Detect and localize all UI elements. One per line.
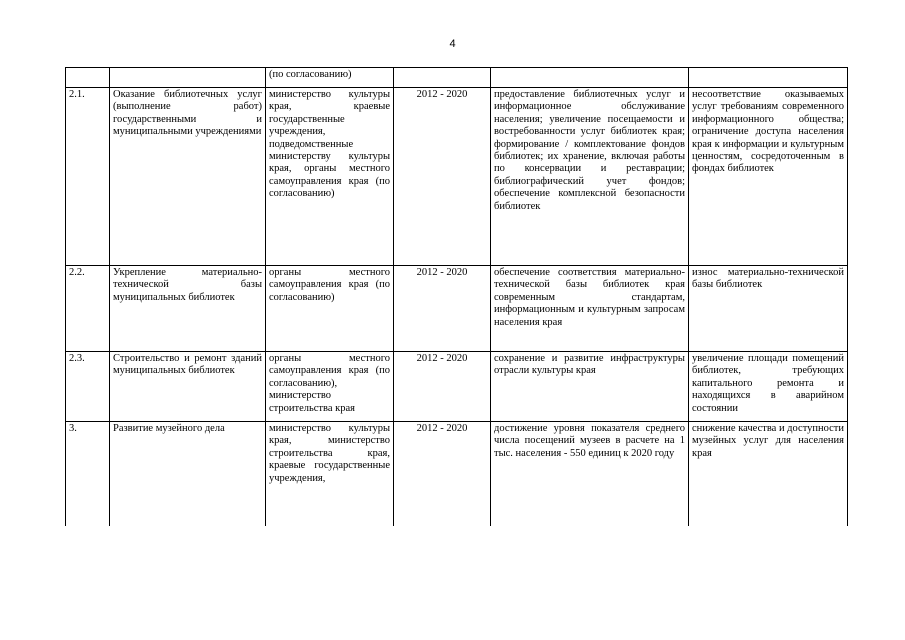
- cell-expected-result: [491, 68, 689, 88]
- measures-table: [65, 67, 848, 526]
- table-row: [66, 68, 848, 88]
- cell-consequence: несоответствие оказываемых услуг требованиям современного информационного общества; ограничение доступа населения края к информации и культурным ценностям, сосредоточенным в фондах библиотек: [689, 88, 848, 266]
- cell-consequence: увеличение площади помещений библиотек, требующих капитального ремонта и находящихся в аварийном состоянии: [689, 352, 848, 422]
- cell-executor: (по согласованию): [266, 68, 394, 88]
- cell-period: 2012 - 2020: [394, 422, 491, 527]
- table-row: [66, 266, 848, 352]
- cell-expected-result: сохранение и развитие инфраструктуры отрасли культуры края: [491, 352, 689, 422]
- cell-period: 2012 - 2020: [394, 352, 491, 422]
- cell-period: 2012 - 2020: [394, 266, 491, 352]
- cell-number: 2.3.: [66, 352, 110, 422]
- cell-executor: министерство культуры края, краевые государственные учреждения, подведомственные министерству культуры края, органы местного самоуправления края (по согласованию): [266, 88, 394, 266]
- cell-consequence: износ материально-технической базы библиотек: [689, 266, 848, 352]
- cell-measure-name: Строительство и ремонт зданий муниципальных библиотек: [110, 352, 266, 422]
- table-row: [66, 88, 848, 266]
- cell-period: 2012 - 2020: [394, 88, 491, 266]
- cell-executor: органы местного самоуправления края (по согласованию): [266, 266, 394, 352]
- page-number: 4: [449, 38, 456, 50]
- cell-measure-name: Оказание библиотечных услуг (выполнение работ) государственными и муниципальными учреждениями: [110, 88, 266, 266]
- cell-period: [394, 68, 491, 88]
- cell-measure-name: [110, 68, 266, 88]
- cell-expected-result: обеспечение соответствия материально-технической базы библиотек края современным стандартам, информационным и культурным запросам населения края: [491, 266, 689, 352]
- table-row: [66, 422, 848, 527]
- cell-number: 3.: [66, 422, 110, 527]
- cell-measure-name: Укрепление материально-технической базы муниципальных библиотек: [110, 266, 266, 352]
- cell-executor: органы местного самоуправления края (по согласованию), министерство строительства края: [266, 352, 394, 422]
- cell-consequence: [689, 68, 848, 88]
- cell-measure-name: Развитие музейного дела: [110, 422, 266, 527]
- cell-number: 2.2.: [66, 266, 110, 352]
- cell-expected-result: предоставление библиотечных услуг и информационное обслуживание населения; увеличение посещаемости и востребованности услуг библиотек края; формирование / комплектование фондов библиотек; их хранение, включая работы по консервации и реставрации; библиографический учет фондов; обеспечение комплексной безопасности библиотек: [491, 88, 689, 266]
- cell-expected-result: достижение уровня показателя среднего числа посещений музеев в расчете на 1 тыс. населения - 550 единиц к 2020 году: [491, 422, 689, 527]
- cell-number: 2.1.: [66, 88, 110, 266]
- cell-number: [66, 68, 110, 88]
- cell-executor: министерство культуры края, министерство строительства края, краевые государственные учреждения,: [266, 422, 394, 527]
- cell-consequence: снижение качества и доступности музейных услуг для населения края: [689, 422, 848, 527]
- table-row: [66, 352, 848, 422]
